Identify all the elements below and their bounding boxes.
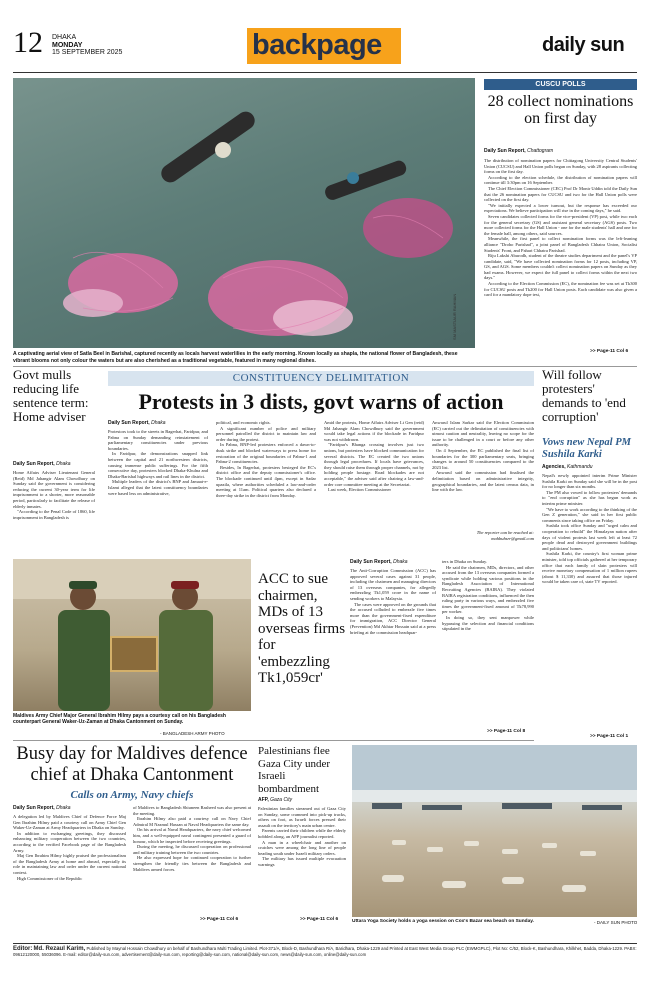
- acc-col-2: [442, 559, 534, 727]
- cuscu-jump-link[interactable]: >> Page-11 Col 6: [590, 349, 629, 354]
- protests-para: Protestors took to the streets in Bagerhat, Faridpur, and Pabna on Sunday demanding reinstatement of parliamentary constituencies under previous boundaries.: [108, 429, 208, 451]
- nepal-para: Sushila took office Sunday and "urged calm and cooperation to rebuild" the Himalayan nation after days of violent protests last week left at least 72 people dead and destroyed government buildings and politicians' homes.: [542, 523, 637, 551]
- gaza-para: Parents carried their children while the elderly hobbled along, an AFP journalist reported.: [258, 828, 346, 839]
- yoga-photo-caption: Uttara Yoga Society holds a yoga session on Cox's Bazar sea beach on Sunday.: [352, 919, 534, 924]
- protests-byline: [108, 420, 166, 426]
- masthead-rule: [13, 72, 637, 73]
- maldives-subhead: Calls on Army, Navy chiefs: [70, 789, 194, 801]
- acc-para: In doing so, they sent manpower while bypassing the selection and financial conditions stipulated in the: [442, 614, 534, 632]
- maldives-para: Maj Gen Ibrahim Hilmy highly praised the professionalism of the Bangladesh Army at home and abroad, especially its role in maintaining law and order under the current national context.: [13, 853, 126, 875]
- yoga-photo-credit: - DAILY SUN PHOTO: [594, 920, 638, 925]
- nepal-para: "We have to work according to the thinking of the Gen Z generation," she said in her first public comments since taking office on Friday.: [542, 506, 637, 523]
- dateline-day: MONDAY: [52, 41, 83, 49]
- protests-para: political, and economic rights.: [216, 420, 271, 425]
- brand-logo: [542, 34, 624, 57]
- cuscu-kicker: CUSCU POLLS: [484, 79, 637, 90]
- main-photo: [13, 78, 475, 348]
- gift-frame: [111, 637, 157, 671]
- cuscu-para: The Chief Election Commissioner (CEC) Prof Dr Monir Uddin told the Daily Sun that the 26 nomination papers for CUCSU and two for the Hall Union polls were collected on the first day.: [484, 185, 637, 203]
- photo-credit: SM MASTIAUR RAHMAN: [452, 293, 457, 340]
- maldives-byline-place: Dhaka: [56, 805, 71, 811]
- nepal-subhead: Vows new Nepal PM Sushila Karki: [542, 437, 631, 460]
- protests-para: Anwarul said the commission had finalised the delimitation based on administrative integrity, geographical boundaries, and the latest census data, in line with the law.: [432, 470, 534, 493]
- gaza-jump-link[interactable]: >> Page-11 Col 6: [300, 917, 339, 922]
- lily-cluster-3: [363, 198, 453, 258]
- cuscu-byline-place: Chattogram: [527, 148, 554, 154]
- brand-logo-sun: sun: [590, 34, 625, 56]
- maldives-para: During the meeting, he discussed cooperation on professional and military training between the two countries.: [133, 844, 251, 855]
- page-number: 12: [13, 26, 43, 59]
- acc-byline-place: Dhaka: [393, 559, 408, 565]
- protests-para: In Pabna, BNP-led protesters enforced a dawn-to-dusk strike and blocked waterways to press home for restoration of the original boundaries of Pabna-1 and Pabna-2 constituencies.: [216, 442, 316, 465]
- lily-cluster-1: [63, 253, 178, 317]
- protests-col-4: [432, 420, 534, 524]
- officer-left: [58, 581, 110, 711]
- gaza-headline: Palestinians flee Gaza City under Israeli bombardment: [258, 745, 331, 795]
- footer-editor-label: Editor:: [13, 946, 33, 952]
- protests-para: Multiple leaders of the district's BNP and Jamaat-e-Islami alleged that the latest constituency boundaries were based less on administrative,: [108, 479, 208, 496]
- protests-para: Besides, In Bagerhat, protesters besieged the EC's district office and the deputy commissioner's office. The blockade continued until 4pm, except in Sadar upazila, where authorities scheduled a law-and-order meeting at 11am. Political quarters also declared a three-day strike in the district from Monday.: [216, 464, 316, 498]
- protests-kicker: CONSTITUENCY DELIMITATION: [108, 371, 534, 386]
- section-title: backpage: [252, 29, 382, 61]
- waterlily-boats-illustration: [13, 78, 475, 348]
- protests-col-2: [216, 420, 316, 554]
- nepal-byline-place: Kathmandu: [567, 464, 593, 470]
- maldives-byline: [13, 805, 71, 811]
- gaza-body: [258, 806, 346, 916]
- gaza-byline-name: AFP,: [258, 797, 269, 803]
- main-photo-caption: A captivating aerial view of Satla Beel in Barishal, captured recently as locals harvest waterlilies in the early morning. Known locally as shapla, the national flower of Bangladesh, these vibrant blooms not only colour the waters but are also cherished as a traditional vegetable, featured in many regional dishes.: [13, 351, 458, 364]
- protests-col-3: [324, 420, 424, 554]
- maldives-para: Ibrahim Hilmy also paid a courtesy call on Navy Chief Admiral M Nazmul Hassan at Naval Headquarters the same day.: [133, 816, 251, 827]
- army-photo-caption: Maldives Army Chief Major General Ibrahim Hilmy pays a courtesy call on his Bangladesh counterpart General Waker-Uz-Zaman at Dhaka Cantonment on Sunday.: [13, 713, 226, 725]
- nepal-para: Sushila Karki, the country's first woman prime minister, told top officials gathered at her temporary office that each family of slain protesters will receive monetary compensation of 1 million rupees (about $ 11,330) and assured that those injured would be taken care of, state TV reported.: [542, 551, 637, 585]
- cuscu-para: "We initially expected a lower turnout, but the response has exceeded our expectations. We believe participation will rise in the coming days," he said.: [484, 202, 637, 214]
- nepal-para: Nepal's newly appointed interim Prime Minister Sushila Karki on Sunday said she will be in the post for no longer than six months.: [542, 473, 637, 490]
- acc-byline: [350, 559, 408, 565]
- cuscu-para: Seven candidates collected forms for the vice-president (VP) post, while two each for the general secretary (GS) and assistant general secretary (AGS) posts. Two more collected forms for the Hall Union - one for the male students' hall and one for the female hall, among others, said sources.: [484, 213, 637, 236]
- cuscu-byline: [484, 148, 553, 154]
- cuscu-para: The distribution of nomination papers for Chittagong University Central Students' Union (CUCSU) and Hall Union polls began on Sunday, with 28 aspirants collecting forms on the first day.: [484, 158, 637, 175]
- acc-para: ters in Dhaka on Sunday.: [442, 559, 488, 564]
- protests-para: Last week, Election Commissioner: [328, 487, 391, 493]
- protests-para: Anwarul Islam Sarkar said the Election Commission (EC) carried out the delimitation of constituencies with utmost caution and neutrality, leaving no scope for the issue to be challenged in a court or before any other authority.: [432, 420, 534, 448]
- protests-col-1: [108, 429, 208, 554]
- boat-1: [158, 108, 258, 186]
- maldives-para: He also expressed hope for continued cooperation to further strengthen the friendly ties between the Bangladesh and Maldives armed forces.: [133, 855, 251, 872]
- boat-2: [323, 159, 408, 202]
- nepal-byline-name: Agencies,: [542, 464, 566, 470]
- gaza-para: Palestinian families streamed out of Gaza City on Sunday, some crammed into pick-up trucks, others on foot, as Israeli forces pressed their assault on the territory's main urban centre.: [258, 806, 346, 828]
- cuscu-headline: 28 collect nominations on first day: [487, 93, 634, 127]
- protests-para: On 4 September, the EC published the final list of boundaries for the 300 parliamentary seats, bringing changes to around 50 constituencies compared to the 2023 list.: [432, 447, 534, 470]
- gaza-byline-place: Gaza City: [270, 797, 293, 803]
- nepal-byline: [542, 464, 593, 470]
- nepal-para: The PM also vowed to follow protesters' demands to "end corruption" as she has begun work as interim prime minister.: [542, 489, 637, 506]
- maldives-byline-name: Daily Sun Report,: [13, 805, 55, 811]
- acc-para: The cases were approved on the grounds that the accused colluded to embezzle five times more than the government-fixed expenditure for immigration, ACC Director General (Prevention) Md Akhtar Hossain said at a press briefing at the commission headquar-: [350, 601, 436, 635]
- protests-para: In Faridpur, the demonstrations snapped link between the capital and 21 northwestern districts, causing immense public sufferings. For the fifth consecutive day, protesters blocked Dhaka-Khulna and Dhaka-Barishal highways and rail lines in the district.: [108, 451, 208, 479]
- govt-mulls-byline-place: Dhaka: [56, 461, 71, 467]
- army-photo-credit: - BANGLADESH ARMY PHOTO: [160, 731, 225, 736]
- nepal-headline: Will follow protesters' demands to 'end corruption': [542, 367, 626, 424]
- protests-byline-name: Daily Sun Report,: [108, 420, 150, 426]
- protests-para: Amid the protests, Home Affairs Adviser Lt Gen (retd) Md Jahangir Alam Chowdhury said the government would take legal actions if the blockade in Faridpur was not withdrawn.: [324, 420, 424, 442]
- cuscu-para: Meanwhile, the first panel to collect nomination forms was the left-leaning alliance "Droho Parishad", a joint panel of Bangladesh Chhatra Union, Socialist Students' Front, and Pahari Chhatra Parishad.: [484, 236, 637, 253]
- brand-logo-daily: daily: [542, 34, 586, 56]
- maldives-para: On his arrival at Naval Headquarters, the navy chief welcomed him, and a well-equipped naval contingent presented a guard of honour, which he inspected before receiving greetings.: [133, 827, 251, 844]
- acc-col-1: [350, 568, 436, 728]
- protests-para: A significant number of police and military personnel patrolled the district to maintain law and order during the protest.: [216, 425, 316, 442]
- footer-imprint: [13, 946, 637, 958]
- reporter-email[interactable]: mahbubsrr@gmail.com: [491, 535, 534, 541]
- maldives-jump-link[interactable]: >> Page-11 Col 6: [200, 917, 239, 922]
- govt-mulls-byline: [13, 461, 71, 467]
- cuscu-para: According to the election schedule, the distribution of nomination papers will continue till 3:30pm on 16 September.: [484, 174, 637, 186]
- beach-umbrellas: [372, 803, 622, 810]
- officer-right: [159, 581, 213, 711]
- dateline: [52, 34, 122, 57]
- yoga-beach-illustration: [352, 745, 637, 917]
- govt-mulls-byline-name: Daily Sun Report,: [13, 461, 55, 467]
- footer-imprint-text: Published by Maynal Hossain Chowdhury on behalf of Bashundhara Multi Trading Limited. Plot-371/A, Block-D, Bashundhara R/A, Baridhara, Dhaka-1229 and Printed at East West Media Group PLC (EWMGPLC), Plot No: C/52, Block-K, Bashundhara, Khilkhet, Badda, Dhaka-1229. PABX: 09612120000, 55036096. E-mail: editor@daily-sun.com, advertisement@daily-sun.com, reporting@daily-sun.com, national@daily-sun.com, news@daily-sun.com, online@daily-sun.com: [13, 946, 637, 957]
- nepal-body: [542, 473, 637, 733]
- acc-para: The Anti-Corruption Commission (ACC) has approved several cases against 31 people, including the chairmen and managing directors of 13 overseas companies, for allegedly embezzling Tk1,059 crore in the name of sending workers to Malaysia.: [350, 568, 436, 601]
- footer-editor-name: Md. Rezaul Karim,: [33, 946, 86, 952]
- govt-mulls-para: Home Affairs Adviser Lieutenant General (Retd) Md Jahangir Alam Chowdhury on Sunday said the government is considering reducing the current 30-year term for life imprisonment to a shorter, more reasonable period, particularly to facilitate the release of elderly inmates.: [13, 470, 95, 509]
- cuscu-para: Riju Lakshi Aburodh, student of the theatre studies department and the panel's VP candidate, said, "We have collected nomination forms for 12 posts, including VP, GS, and AGS. Some members couldn't collect nomination papers on Sunday as they had exams. However, we expect the full panel to collect forms within the next two days.": [484, 253, 637, 281]
- protests-headline: Protests in 3 dists, govt warns of action: [138, 389, 504, 414]
- gaza-para: The military has issued multiple evacuation warnings: [258, 856, 346, 867]
- dateline-date: 15 SEPTEMBER 2025: [52, 49, 123, 56]
- acc-byline-name: Daily Sun Report,: [350, 559, 392, 565]
- maldives-para: High Commissioner of the Republic: [17, 875, 83, 881]
- protests-byline-place: Dhaka: [151, 420, 166, 426]
- two-officers-illustration: [13, 559, 251, 711]
- cuscu-body: [484, 158, 637, 348]
- gaza-byline: [258, 797, 292, 803]
- protests-para: "Faridpur's Bhanga crossing involves just two unions, but protesters have blocked communication for several districts. The EC created the two unions through legal procedures. If locals have grievances, they should raise them through proper channels, not by holding people hostage. Road blockades are not acceptable," the adviser said after chairing a law-and-order core committee meeting at the Secretariat.: [324, 442, 424, 487]
- maldives-para: In addition to exchanging greetings, they discussed enhancing military cooperation between the two countries, according to the verified Facebook page of the Bangladesh Army.: [13, 830, 126, 853]
- reporter-contact-label: The reporter can be reached at:: [476, 530, 534, 535]
- acc-headline: ACC to sue chairmen, MDs of 13 overseas firms for 'embezzling Tk1,059cr': [258, 571, 346, 686]
- gaza-para: A man in a wheelchair and another on crutches were among the long line of people heading south under Israeli military orders.: [258, 839, 346, 856]
- maldives-para: of Maldives to Bangladesh Shiuneen Rasheed was also present at the meeting.: [133, 805, 251, 816]
- footer-rule: [13, 943, 637, 944]
- maldives-col-1: [13, 814, 126, 916]
- cuscu-para: According to the Election Commission (EC), the nomination fee was set at Tk300 for CUCSU posts and Tk200 for Hall Union posts. Each candidate was also given a card for a mandatory dope test,: [484, 281, 637, 298]
- yoga-photo: [352, 745, 637, 917]
- govt-mulls-headline: Govt mulls reducing life sentence term: Home adviser: [13, 367, 89, 424]
- cuscu-byline-name: Daily Sun Report,: [484, 148, 526, 154]
- army-photo: [13, 559, 251, 711]
- dateline-city: DHAKA: [52, 34, 77, 41]
- maldives-col-2: [133, 805, 251, 915]
- maldives-headline: Busy day for Maldives defence chief at Dhaka Cantonment: [16, 744, 248, 785]
- govt-mulls-para: "According to the Penal Code of 1860, life imprisonment in Bangladesh is: [13, 509, 95, 520]
- nepal-jump-link[interactable]: >> Page-11 Col 1: [590, 734, 629, 739]
- rule: [13, 740, 534, 741]
- reporter-contact: [432, 530, 534, 541]
- acc-para: He said the chairmen, MDs, directors, and other accused from the 13 overseas companies formed a syndicate while holding various positions in the Bangladesh Association of International Recruiting Agencies (BAIRA). They violated BAIRA registration conditions, influenced the then ruling party in various ways, and embezzled five times the government-fixed amount of Tk78,990 per worker.: [442, 564, 534, 615]
- acc-jump-link[interactable]: >> Page-11 Col 8: [487, 729, 526, 734]
- lily-cluster-2: [208, 260, 353, 336]
- maldives-para: A delegation led by Maldives Chief of Defence Force Maj Gen Ibrahim Hilmy paid a courtesy call on Army Chief Gen Waker-Uz-Zaman at Army Headquarters in Dhaka on Sunday.: [13, 814, 126, 831]
- yoga-participants: [382, 840, 596, 892]
